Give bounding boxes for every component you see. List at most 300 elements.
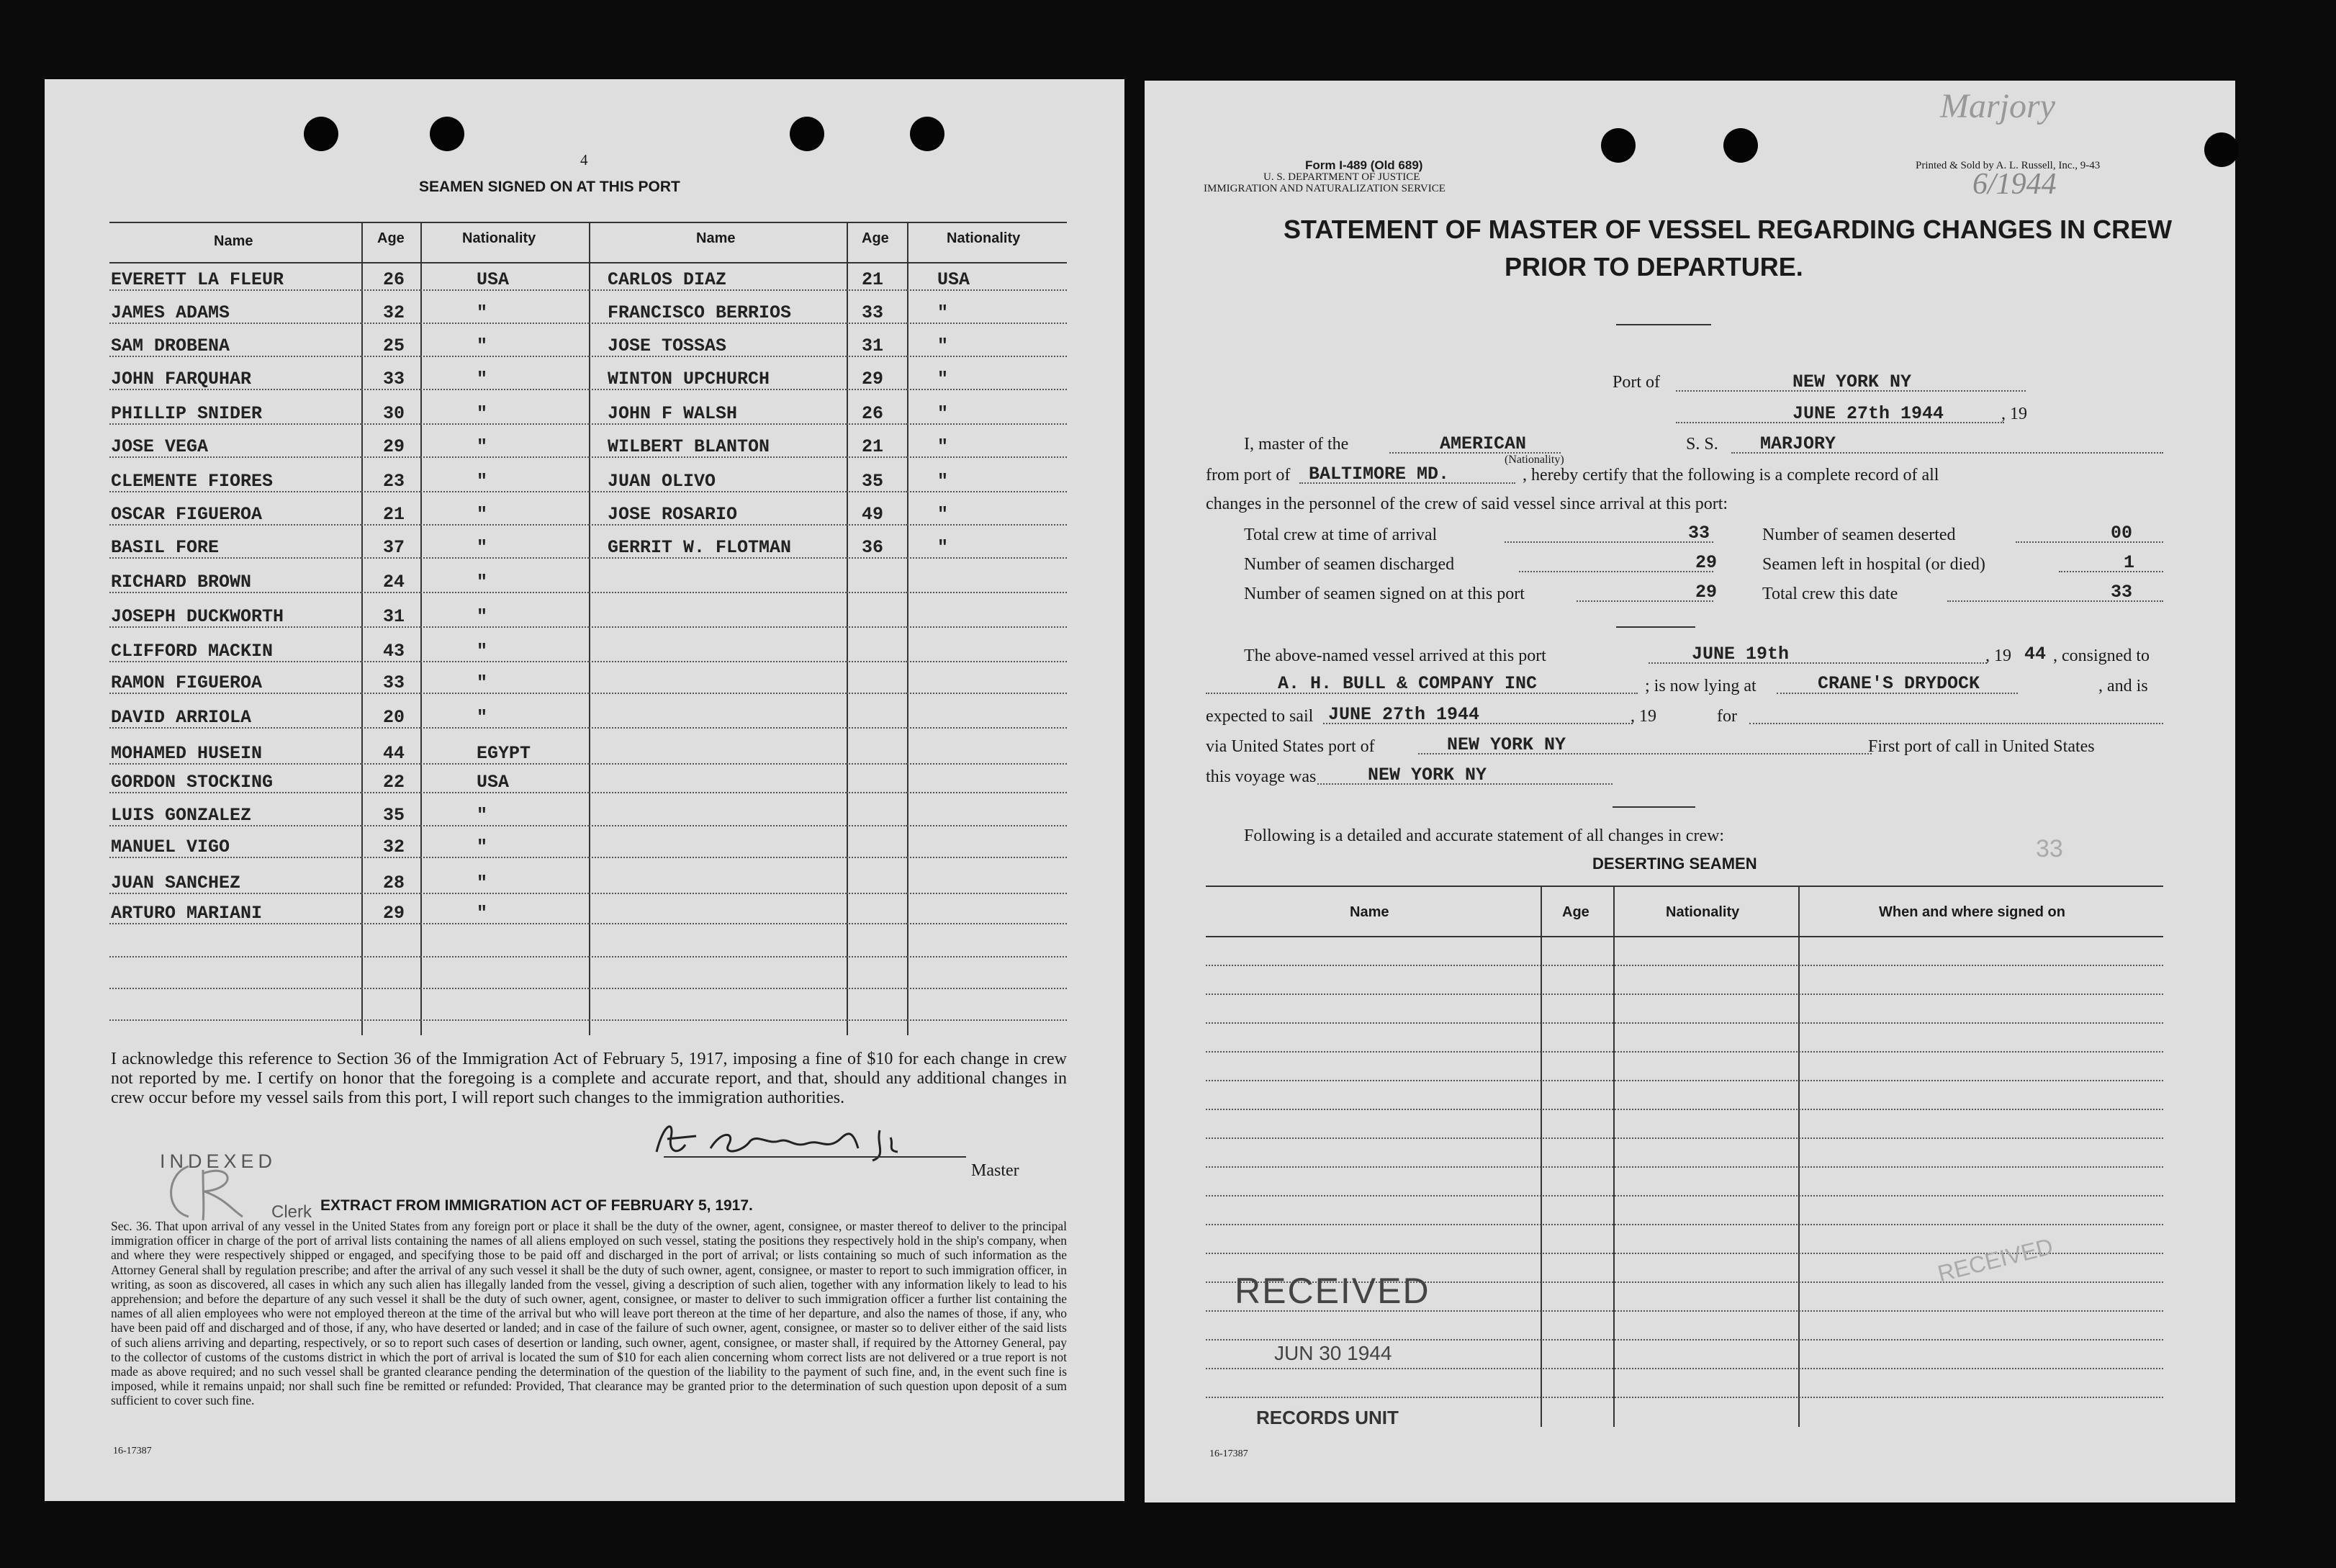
table-row — [1206, 1137, 2163, 1139]
hospital-label: Seamen left in hospital (or died) — [1762, 555, 1985, 574]
certify-text: , hereby certify that the following is a complete record of all — [1523, 466, 1939, 485]
row-rule — [420, 763, 589, 765]
row-rule — [361, 857, 420, 858]
row-rule — [589, 825, 847, 826]
table-row — [1206, 1109, 2163, 1110]
seaman-age: 43 — [383, 641, 405, 662]
header-when-where: When and where signed on — [1879, 904, 2065, 920]
initials-mark — [160, 1159, 253, 1224]
faint-received-stamp: RECEIVED — [1934, 1233, 2056, 1287]
from-port-label: from port of — [1206, 466, 1291, 485]
row-rule — [847, 727, 907, 729]
arrived-year: 44 — [2024, 644, 2047, 664]
seaman-age: 21 — [862, 269, 884, 290]
seaman-age: 32 — [383, 302, 405, 323]
dotted-leader — [2016, 541, 2163, 543]
form-code: 16-17387 — [1209, 1448, 1248, 1459]
row-rule — [109, 923, 361, 924]
seaman-age: 25 — [383, 335, 405, 356]
extract-text: Sec. 36. That upon arrival of any vessel in the United States from any foreign port or place it shall be the duty of the owner, agent, consignee, or master thereof to deliver to the principal immigration officer in charge of the port of arrival lists containing the names of all aliens employed on such vessel, stating the positions they respectively hold in the ship's company, when and where they were respectively shipped or engaged, and specifying those to be paid off and discharged in the port of arrival; or lists containing so much of such information as the Attorney General shall by regulation prescribe; and after the arrival of any such vessel it shall be the duty of such owner, agent, consignee, or master to report to such immigration officer, in writing, as soon as discovered, all cases in which any such alien has illegally landed from the vessel, giving a description of such alien, together with any information likely to lead to his apprehension; and before the departure of any such vessel it shall be the duty of such owner, agent, consignee, or master to deliver to such immigration officer a further list containing the names of all alien employees who were not employed thereon at the time of the arrival but who will leave port thereon at the time of her departure, and also the names of those, if any, who have been paid off and discharged and of those, if any, who have deserted or landed; and in case of the failure of such owner, agent, consignee, or master so to deliver either of the said lists of such aliens arriving and departing, respectively, or so to report such cases of desertion or landing, such owner, agent, consignee, or master shall, if required by the Attorney General, pay to the collector of customs of the customs district in which the port of arrival is located the sum of $10 for each alien concerning whom correct lists are not delivered or a true report is not made as above required; and no such vessel shall be granted clearance pending the determination of the question of the liability to the payment of such fine, and, in the event such fine is imposed, while it remains unpaid; nor shall such fine be remitted or refunded: Provided, That clearance may be granted prior to the determination of such question upon deposit of a sum sufficient to cover such fine. — [111, 1219, 1067, 1408]
row-rule — [589, 763, 847, 765]
row-rule — [907, 825, 1067, 826]
seaman-nationality: " — [477, 403, 488, 424]
total-date-label: Total crew this date — [1762, 585, 1898, 603]
seaman-nationality: " — [937, 369, 949, 389]
punch-hole — [1601, 128, 1636, 163]
row-rule — [361, 356, 420, 357]
seaman-nationality: " — [477, 335, 488, 356]
row-rule — [847, 988, 907, 989]
seaman-nationality: " — [477, 537, 488, 558]
row-rule — [361, 592, 420, 593]
row-rule — [589, 693, 847, 694]
seaman-age: 33 — [383, 369, 405, 389]
pencil-note: 33 — [2036, 835, 2063, 862]
row-rule — [420, 423, 589, 425]
table-row — [1206, 1224, 2163, 1225]
row-rule — [907, 988, 1067, 989]
total-arrival-value: 33 — [1688, 523, 1710, 544]
seaman-age: 29 — [862, 369, 884, 389]
row-rule — [361, 988, 420, 989]
seaman-nationality: EGYPT — [477, 743, 531, 764]
column-rule — [907, 222, 908, 1035]
seaman-name: JOSEPH DUCKWORTH — [111, 606, 284, 627]
seaman-name: JOSE ROSARIO — [608, 504, 738, 525]
seaman-name: RICHARD BROWN — [111, 572, 252, 592]
table-row — [1206, 965, 2163, 966]
seaman-age: 36 — [862, 537, 884, 558]
total-arrival-label: Total crew at time of arrival — [1244, 526, 1438, 544]
table-row — [1206, 1397, 2163, 1398]
master-signature — [642, 1116, 916, 1166]
row-rule — [361, 323, 420, 324]
header-age: Age — [377, 230, 405, 246]
seaman-nationality: " — [477, 572, 488, 592]
seaman-nationality: " — [477, 837, 488, 857]
arrived-year-prefix: , 19 — [1985, 646, 2011, 665]
row-rule — [907, 491, 1067, 492]
row-rule — [907, 289, 1067, 291]
row-rule — [361, 456, 420, 458]
row-rule — [589, 727, 847, 729]
row-rule — [847, 389, 907, 390]
dotted-leader — [1519, 571, 1713, 572]
row-rule — [420, 956, 589, 958]
punch-hole — [790, 117, 824, 151]
seaman-age: 28 — [383, 873, 405, 893]
row-rule — [907, 626, 1067, 628]
seaman-age: 35 — [862, 471, 884, 492]
seaman-age: 37 — [383, 537, 405, 558]
lying-label: ; is now lying at — [1645, 677, 1756, 695]
row-rule — [109, 423, 361, 425]
seaman-age: 24 — [383, 572, 405, 592]
row-rule — [109, 557, 361, 559]
row-rule — [361, 1019, 420, 1021]
from-port-value: BALTIMORE MD. — [1309, 464, 1450, 485]
row-rule — [109, 626, 361, 628]
row-rule — [361, 693, 420, 694]
seaman-nationality: " — [477, 641, 488, 662]
changes-text: changes in the personnel of the crew of said vessel since arrival at this port: — [1206, 495, 1728, 513]
seaman-nationality: " — [937, 403, 949, 424]
port-value: NEW YORK NY — [1792, 371, 1912, 392]
row-rule — [847, 893, 907, 894]
seaman-age: 22 — [383, 772, 405, 793]
arrived-value: JUNE 19th — [1692, 644, 1790, 664]
dotted-leader — [2059, 571, 2163, 572]
column-rule — [420, 222, 422, 1035]
row-rule — [589, 356, 847, 357]
row-rule — [109, 356, 361, 357]
seaman-nationality: " — [477, 471, 488, 492]
seaman-nationality: USA — [477, 269, 510, 290]
row-rule — [847, 491, 907, 492]
and-is-label: , and is — [2098, 677, 2148, 695]
table-header-rule — [109, 262, 1067, 263]
seaman-name: CLIFFORD MACKIN — [111, 641, 274, 662]
expected-label: expected to sail — [1206, 707, 1314, 726]
row-rule — [907, 857, 1067, 858]
seaman-age: 44 — [383, 743, 405, 764]
row-rule — [589, 557, 847, 559]
row-rule — [420, 825, 589, 826]
seaman-nationality: " — [937, 537, 949, 558]
row-rule — [907, 727, 1067, 729]
row-rule — [907, 661, 1067, 662]
acknowledgement-text: I acknowledge this reference to Section 36 of the Immigration Act of February 5, 1917, imposing a fine of $10 for each change in crew not reported by me. I certify on honor that the foregoing is a complete and accurate report, and that, should any additional changes in crew occur before my vessel sails from this port, I will report such changes to the immigration authorities. — [111, 1050, 1067, 1107]
seaman-name: WILBERT BLANTON — [608, 436, 770, 457]
seaman-nationality: USA — [477, 772, 510, 793]
ss-label: S. S. — [1686, 435, 1718, 454]
header-age: Age — [862, 230, 889, 246]
clerk-stamp: Clerk — [271, 1202, 312, 1222]
row-rule — [109, 661, 361, 662]
seaman-name: SAM DROBENA — [111, 335, 230, 356]
received-stamp: RECEIVED — [1235, 1271, 1430, 1311]
expected-value: JUNE 27th 1944 — [1328, 704, 1480, 725]
row-rule — [361, 792, 420, 793]
row-rule — [847, 356, 907, 357]
seaman-name: PHILLIP SNIDER — [111, 403, 263, 424]
row-rule — [589, 456, 847, 458]
row-rule — [907, 1019, 1067, 1021]
row-rule — [420, 592, 589, 593]
deserting-title: DESERTING SEAMEN — [1592, 855, 1757, 873]
row-rule — [589, 661, 847, 662]
seaman-nationality: " — [477, 302, 488, 323]
row-rule — [420, 693, 589, 694]
column-rule — [1613, 886, 1615, 1427]
table-row — [1206, 1368, 2163, 1369]
row-rule — [109, 988, 361, 989]
row-rule — [361, 661, 420, 662]
punch-hole — [2204, 132, 2239, 167]
row-rule — [361, 893, 420, 894]
signature-line — [664, 1156, 966, 1158]
lying-value: CRANE'S DRYDOCK — [1818, 673, 1980, 694]
table-row — [1206, 1080, 2163, 1081]
row-rule — [109, 323, 361, 324]
seaman-age: 21 — [383, 504, 405, 525]
seaman-nationality: " — [477, 903, 488, 924]
seaman-name: OSCAR FIGUEROA — [111, 504, 263, 525]
row-rule — [907, 323, 1067, 324]
voyage-value: NEW YORK NY — [1368, 765, 1487, 785]
row-rule — [847, 423, 907, 425]
row-rule — [589, 423, 847, 425]
hospital-value: 1 — [2124, 552, 2135, 573]
seaman-name: JOHN F WALSH — [608, 403, 738, 424]
seaman-name: ARTURO MARIANI — [111, 903, 263, 924]
statement-title: STATEMENT OF MASTER OF VESSEL REGARDING CHANGES IN CREW — [1284, 215, 2173, 244]
printer-note: Printed & Sold by A. L. Russell, Inc., 9-43 — [1916, 160, 2101, 171]
row-rule — [847, 456, 907, 458]
seaman-age: 33 — [862, 302, 884, 323]
row-rule — [420, 491, 589, 492]
section-rule — [1613, 806, 1695, 808]
service-name: IMMIGRATION AND NATURALIZATION SERVICE — [1204, 183, 1446, 194]
header-name: Name — [1350, 904, 1389, 920]
records-unit-stamp: RECORDS UNIT — [1256, 1407, 1399, 1428]
seaman-nationality: " — [477, 436, 488, 457]
row-rule — [420, 661, 589, 662]
row-rule — [907, 893, 1067, 894]
extract-title: EXTRACT FROM IMMIGRATION ACT OF FEBRUARY 5, 1917. — [320, 1197, 753, 1214]
row-rule — [847, 956, 907, 958]
row-rule — [847, 923, 907, 924]
seaman-nationality: " — [477, 805, 488, 826]
row-rule — [589, 956, 847, 958]
row-rule — [420, 389, 589, 390]
row-rule — [109, 825, 361, 826]
row-rule — [589, 491, 847, 492]
seaman-name: JUAN OLIVO — [608, 471, 716, 492]
seaman-name: JAMES ADAMS — [111, 302, 230, 323]
row-rule — [420, 857, 589, 858]
row-rule — [907, 557, 1067, 559]
indexed-stamp: INDEXED — [160, 1150, 277, 1172]
row-rule — [847, 1019, 907, 1021]
seaman-name: JOHN FARQUHAR — [111, 369, 252, 389]
table-row — [1206, 1339, 2163, 1341]
row-rule — [361, 727, 420, 729]
row-rule — [847, 661, 907, 662]
department: U. S. DEPARTMENT OF JUSTICE — [1263, 171, 1420, 183]
punch-hole — [304, 117, 338, 151]
row-rule — [589, 988, 847, 989]
row-rule — [361, 956, 420, 958]
seaman-name: GERRIT W. FLOTMAN — [608, 537, 792, 558]
seaman-name: MANUEL VIGO — [111, 837, 230, 857]
row-rule — [589, 323, 847, 324]
column-rule — [361, 222, 363, 1035]
consigned-label: , consigned to — [2053, 646, 2150, 665]
for-label: for — [1717, 707, 1737, 726]
title-rule — [1616, 324, 1711, 325]
seaman-name: JOSE TOSSAS — [608, 335, 727, 356]
seaman-name: LUIS GONZALEZ — [111, 805, 252, 826]
seaman-age: 31 — [862, 335, 884, 356]
signed-label: Number of seamen signed on at this port — [1244, 585, 1525, 603]
consignee-value: A. H. BULL & COMPANY INC — [1278, 673, 1538, 694]
row-rule — [589, 893, 847, 894]
punch-hole — [1723, 128, 1758, 163]
seaman-nationality: " — [477, 672, 488, 693]
seaman-nationality: " — [477, 369, 488, 389]
handwritten-date: 6/1944 — [1972, 168, 2057, 201]
row-rule — [109, 956, 361, 958]
row-rule — [420, 988, 589, 989]
row-rule — [361, 389, 420, 390]
master-label: Master — [971, 1161, 1019, 1180]
header-age: Age — [1562, 904, 1589, 920]
row-rule — [109, 792, 361, 793]
table-header-rule — [1206, 936, 2163, 937]
seaman-nationality: " — [937, 436, 949, 457]
seaman-name: RAMON FIGUEROA — [111, 672, 263, 693]
row-rule — [907, 792, 1067, 793]
table-row — [1206, 1022, 2163, 1024]
row-rule — [420, 792, 589, 793]
table-top-rule — [1206, 886, 2163, 887]
row-rule — [109, 491, 361, 492]
form-code: 16-17387 — [113, 1446, 152, 1456]
row-rule — [589, 626, 847, 628]
row-rule — [420, 557, 589, 559]
left-page — [45, 79, 1124, 1501]
header-name: Name — [214, 233, 253, 249]
row-rule — [109, 592, 361, 593]
column-rule — [589, 222, 590, 1035]
page-title: SEAMEN SIGNED ON AT THIS PORT — [419, 179, 680, 195]
row-rule — [361, 491, 420, 492]
master-of-label: I, master of the — [1244, 435, 1349, 454]
seaman-age: 30 — [383, 403, 405, 424]
row-rule — [907, 524, 1067, 526]
row-rule — [847, 626, 907, 628]
seaman-nationality: " — [937, 471, 949, 492]
handwritten-name: Marjory — [1940, 87, 2055, 125]
row-rule — [589, 857, 847, 858]
seaman-nationality: " — [937, 335, 949, 356]
row-rule — [109, 1019, 361, 1021]
header-name: Name — [696, 230, 736, 246]
row-rule — [907, 592, 1067, 593]
seaman-age: 26 — [383, 269, 405, 290]
seaman-name: GORDON STOCKING — [111, 772, 274, 793]
row-rule — [847, 763, 907, 765]
row-rule — [907, 923, 1067, 924]
row-rule — [907, 693, 1067, 694]
row-rule — [907, 423, 1067, 425]
signed-value: 29 — [1695, 582, 1718, 603]
row-rule — [361, 524, 420, 526]
row-rule — [109, 289, 361, 291]
received-date: JUN 30 1944 — [1274, 1342, 1392, 1364]
arrived-label: The above-named vessel arrived at this port — [1244, 646, 1546, 665]
port-label: Port of — [1613, 373, 1660, 392]
seaman-name: WINTON UPCHURCH — [608, 369, 770, 389]
row-rule — [109, 727, 361, 729]
row-rule — [420, 323, 589, 324]
statement-title-2: PRIOR TO DEPARTURE. — [1505, 252, 1803, 281]
header-nationality: Nationality — [462, 230, 536, 246]
seaman-name: CARLOS DIAZ — [608, 269, 727, 290]
section-rule — [1616, 626, 1695, 628]
row-rule — [361, 557, 420, 559]
seaman-nationality: " — [937, 504, 949, 525]
discharged-label: Number of seamen discharged — [1244, 555, 1455, 574]
for-line — [1749, 723, 2163, 724]
row-rule — [847, 592, 907, 593]
page-number: 4 — [580, 151, 588, 168]
table-top-rule — [109, 222, 1067, 223]
row-rule — [420, 923, 589, 924]
seaman-name: DAVID ARRIOLA — [111, 707, 252, 728]
discharged-value: 29 — [1695, 552, 1718, 573]
seaman-age: 23 — [383, 471, 405, 492]
dotted-leader — [1577, 600, 1713, 602]
header-nationality: Nationality — [1666, 904, 1740, 920]
seaman-nationality: USA — [937, 269, 970, 290]
column-rule — [1541, 886, 1542, 1427]
seaman-name: JUAN SANCHEZ — [111, 873, 241, 893]
row-rule — [361, 923, 420, 924]
row-rule — [109, 524, 361, 526]
row-rule — [847, 524, 907, 526]
row-rule — [109, 693, 361, 694]
seaman-age: 33 — [383, 672, 405, 693]
right-page — [1145, 81, 2235, 1502]
header-nationality: Nationality — [947, 230, 1021, 246]
row-rule — [589, 592, 847, 593]
row-rule — [907, 356, 1067, 357]
row-rule — [361, 626, 420, 628]
ship-name: MARJORY — [1760, 433, 1836, 454]
seaman-name: FRANCISCO BERRIOS — [608, 302, 792, 323]
row-rule — [847, 825, 907, 826]
row-rule — [589, 389, 847, 390]
dotted-leader — [1505, 541, 1713, 543]
row-rule — [907, 389, 1067, 390]
row-rule — [420, 893, 589, 894]
table-row — [1206, 1166, 2163, 1168]
row-rule — [907, 763, 1067, 765]
deserted-label: Number of seamen deserted — [1762, 526, 1956, 544]
via-value: NEW YORK NY — [1447, 734, 1566, 755]
seaman-name: MOHAMED HUSEIN — [111, 743, 263, 764]
row-rule — [361, 763, 420, 765]
table-row — [1206, 1051, 2163, 1053]
expected-suffix: , 19 — [1631, 707, 1656, 726]
seaman-age: 32 — [383, 837, 405, 857]
row-rule — [589, 923, 847, 924]
row-rule — [420, 524, 589, 526]
row-rule — [847, 323, 907, 324]
row-rule — [589, 524, 847, 526]
deserted-value: 00 — [2111, 523, 2133, 544]
seaman-nationality: " — [477, 707, 488, 728]
row-rule — [109, 389, 361, 390]
row-rule — [420, 727, 589, 729]
row-rule — [589, 1019, 847, 1021]
row-rule — [109, 456, 361, 458]
seaman-name: JOSE VEGA — [111, 436, 209, 457]
row-rule — [109, 857, 361, 858]
total-date-value: 33 — [2111, 582, 2133, 603]
